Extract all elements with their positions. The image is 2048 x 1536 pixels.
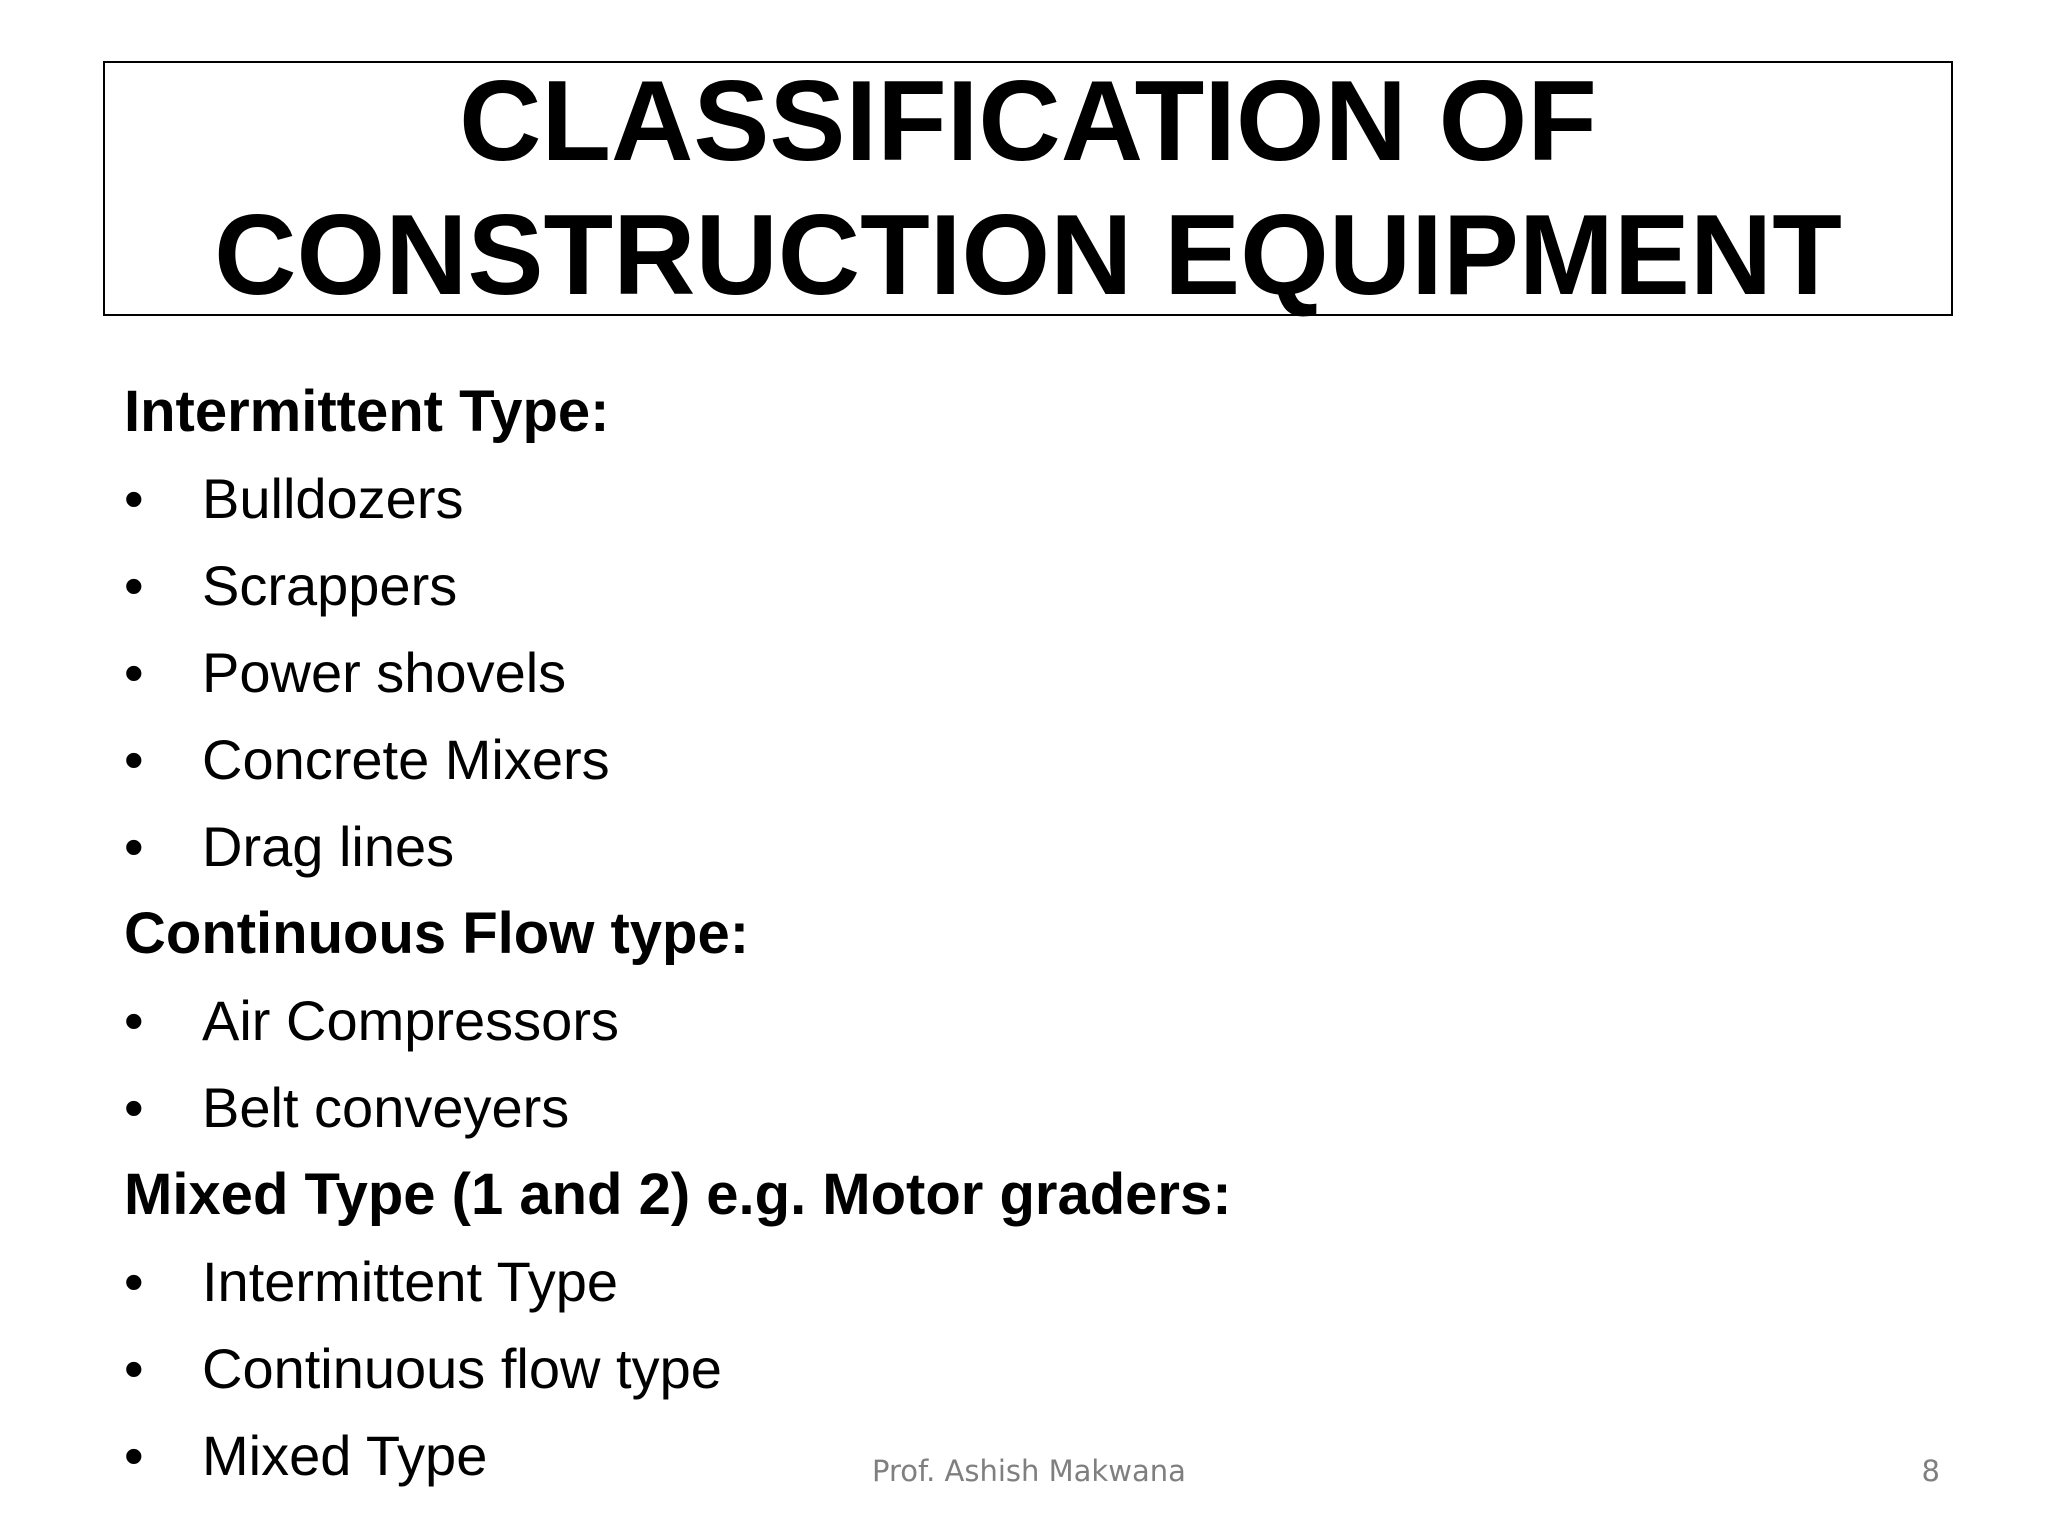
list-item-text: Concrete Mixers [202,728,610,791]
bullet-icon: • [124,554,144,617]
section-heading-continuous: Continuous Flow type: [124,901,750,966]
bullet-icon: • [124,1250,144,1313]
list-item [124,803,1924,890]
list-item [124,1325,1924,1412]
list-item [124,1238,1924,1325]
bullet-icon: • [124,641,144,704]
bullet-icon: • [124,467,144,530]
list-item [124,1064,1924,1151]
list-item-text: Drag lines [202,815,455,878]
list-item-text: Belt conveyers [202,1076,570,1139]
bullet-icon: • [124,815,144,878]
footer-author: Prof. Ashish Makwana [872,1454,1186,1488]
bullet-icon: • [124,1076,144,1139]
section-heading-intermittent: Intermittent Type: [124,379,610,444]
bullet-icon: • [124,1424,144,1487]
list-item-text: Mixed Type [202,1424,488,1487]
list-item-text: Continuous flow type [202,1337,722,1400]
slide-title-line-2: CONSTRUCTION EQUIPMENT [214,191,1842,319]
list-item [124,542,1924,629]
list-item-text: Bulldozers [202,467,464,530]
list-item-text: Intermittent Type [202,1250,619,1313]
bullet-icon: • [124,728,144,791]
list-item [124,455,1924,542]
list-item [124,629,1924,716]
slide-content [124,368,1924,1499]
list-item-text: Scrappers [202,554,458,617]
list-item [124,977,1924,1064]
slide-title-box [103,57,1953,319]
bullet-icon: • [124,989,144,1052]
slide-title-line-1: CLASSIFICATION OF [459,57,1597,185]
list-item-text: Power shovels [202,641,567,704]
bullet-icon: • [124,1337,144,1400]
footer-page-number: 8 [1921,1454,1940,1488]
section-heading-mixed: Mixed Type (1 and 2) e.g. Motor graders: [124,1162,1232,1227]
list-item [124,716,1924,803]
list-item-text: Air Compressors [202,989,619,1052]
